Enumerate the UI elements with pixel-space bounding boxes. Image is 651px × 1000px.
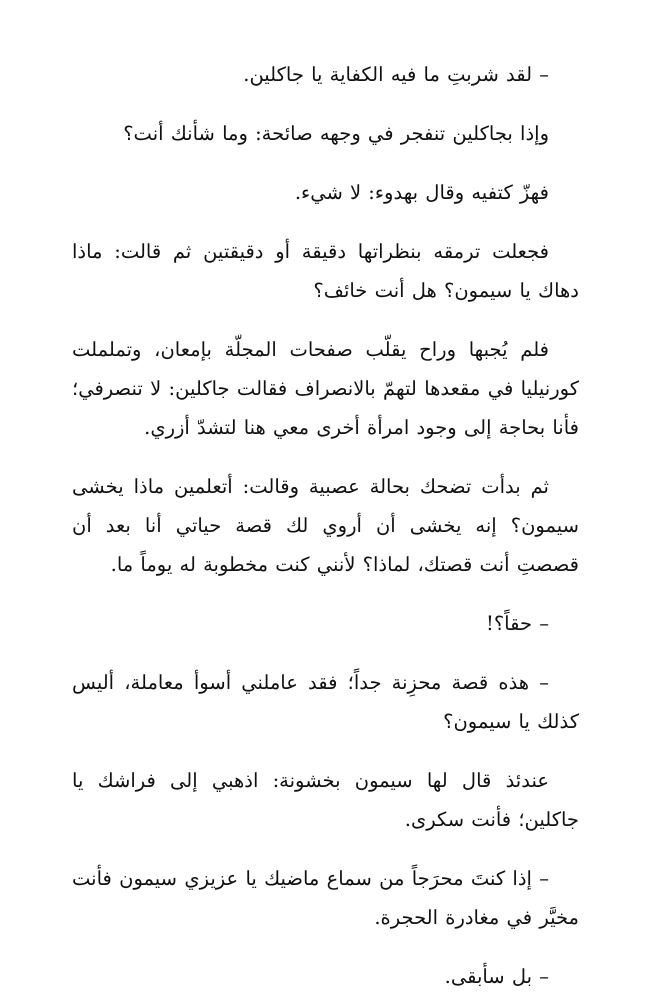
paragraph-1: – لقد شربتِ ما فيه الكفاية يا جاكلين. [243, 63, 549, 86]
paragraph-7: – حقاً؟! [486, 612, 549, 635]
paragraph-2: وإذا بجاكلين تنفجر في وجهه صائحة: وما شأنك أنت؟ [123, 122, 549, 145]
paragraph-10: – إذا كنتَ محرَجاً من سماع ماضيك يا عزيزي سيمون فأنت مخيَّر في مغادرة الحجرة. [72, 867, 579, 929]
paragraph-5: فلم يُجبها وراح يقلّب صفحات المجلّة بإمعان، وتململت كورنيليا في مقعدها لتهمّ بالانصراف فقالت جاكلين: لا تنصرفي؛ فأنا بحاجة إلى وجود امرأة أخرى معي هنا لتشدّ أزري. [72, 338, 579, 439]
paragraph-11: – بل سأبقى. [444, 965, 549, 988]
paragraph-4: فجعلت ترمقه بنظراتها دقيقة أو دقيقتين ثم قالت: ماذا دهاك يا سيمون؟ هل أنت خائف؟ [72, 240, 579, 302]
paragraph-9: عندئذ قال لها سيمون بخشونة: اذهبي إلى فراشك يا جاكلين؛ فأنت سكرى. [72, 769, 579, 831]
paragraph-6: ثم بدأت تضحك بحالة عصبية وقالت: أتعلمين ماذا يخشى سيمون؟ إنه يخشى أن أروي لك قصة حياتي أنا بعد أن قصصتِ أنت قصتك، لماذا؟ لأنني كنت مخطوبة له يوماً ما. [72, 475, 579, 576]
paragraph-3: فهزّ كتفيه وقال بهدوء: لا شيء. [294, 181, 549, 204]
paragraph-8: – هذه قصة محزِنة جداً؛ فقد عاملني أسوأ معاملة، أليس كذلك يا سيمون؟ [72, 671, 579, 733]
